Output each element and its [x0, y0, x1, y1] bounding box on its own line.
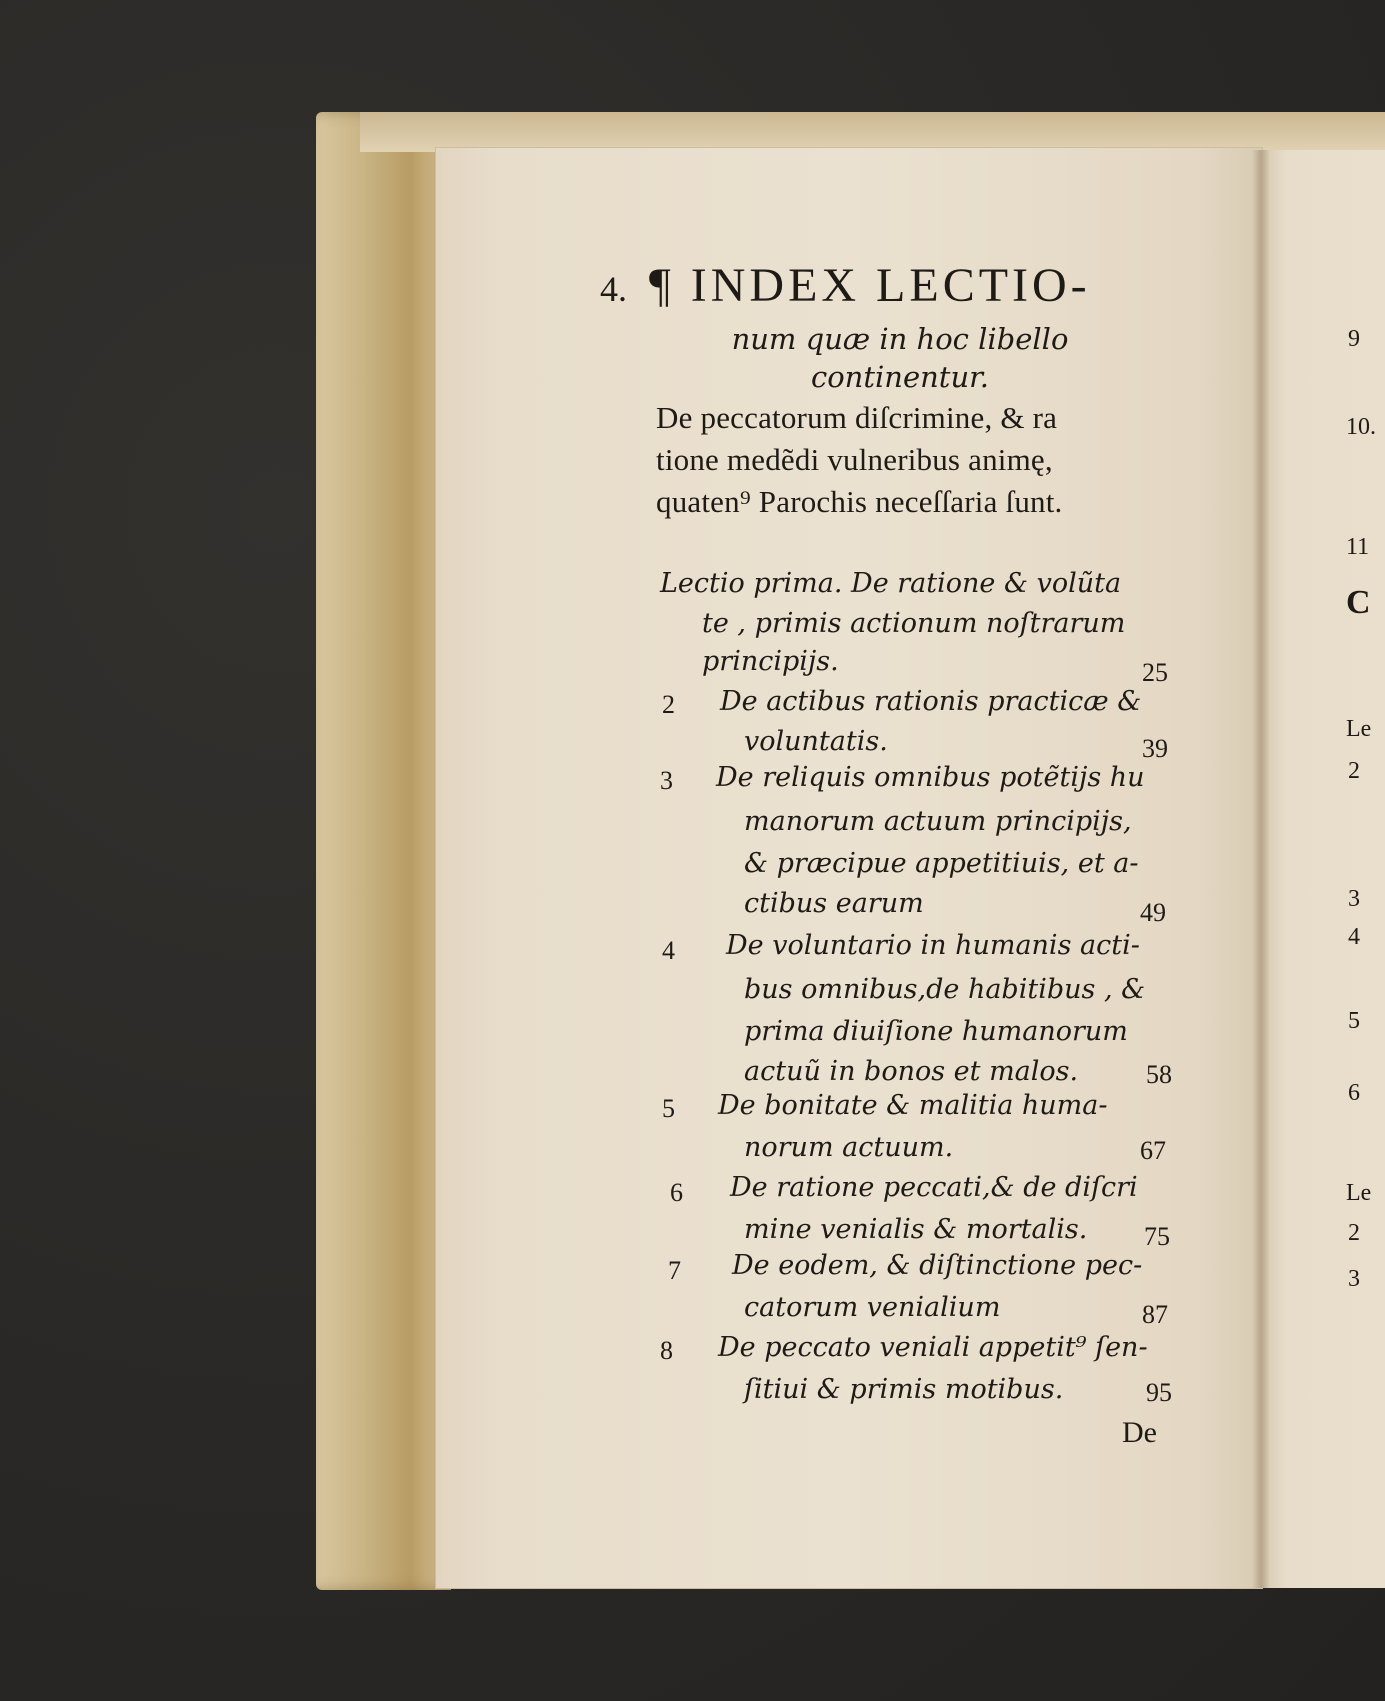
entry-1-line-3: principijs. [702, 646, 839, 677]
entry-2-line-1: De actibus rationis practicæ & [720, 686, 1142, 717]
entry-7-line-1: De eodem, & diſtinctione pec- [732, 1250, 1143, 1281]
entry-4-line-1: De voluntario in humanis acti- [726, 930, 1140, 961]
book-cover-flap [316, 112, 451, 1590]
entry-4-line-4: actuũ in bonos et malos. [744, 1056, 1079, 1087]
entry-5-line-2: norum actuum. [744, 1132, 954, 1163]
subtitle-line-2: continentur. [810, 360, 990, 394]
right-page [1262, 150, 1385, 1588]
entry-8-line-2: ſitiui & primis motibus. [744, 1374, 1064, 1405]
right-fragment-8: 4 [1348, 924, 1360, 950]
right-fragment-7: 3 [1348, 886, 1360, 912]
entry-3-line-3: & præcipue appetitiuis, et a- [744, 848, 1139, 879]
right-fragment-13: 3 [1348, 1266, 1360, 1292]
index-title: ¶ INDEX LECTIO- [649, 259, 1091, 312]
entry-1-line-1: Lectio prima. De ratione & volũta [660, 568, 1122, 599]
entry-7-page: 87 [1142, 1300, 1168, 1329]
entry-3-page: 49 [1140, 898, 1166, 927]
entry-2-number: 2 [662, 690, 675, 719]
catchword: De [1122, 1416, 1157, 1449]
entry-5-page: 67 [1140, 1136, 1166, 1165]
entry-8-line-1: De peccato veniali appetit⁹ ſen- [718, 1332, 1148, 1363]
entry-1-page: 25 [1142, 658, 1168, 687]
entry-8-page: 95 [1146, 1378, 1172, 1407]
entry-8-number: 8 [660, 1336, 673, 1365]
right-fragment-12: 2 [1348, 1220, 1360, 1246]
intro-line-3: quaten⁹ Parochis neceſſaria ſunt. [656, 484, 1063, 519]
right-fragment-10: 6 [1348, 1080, 1360, 1106]
entry-3-line-1: De reliquis omnibus potẽtijs hu [716, 762, 1145, 793]
folio-number: 4. [600, 269, 627, 309]
entry-4-number: 4 [662, 936, 675, 965]
entry-6-line-1: De ratione peccati,& de diſcri [730, 1172, 1138, 1203]
entry-4-page: 58 [1146, 1060, 1172, 1089]
entry-7-number: 7 [668, 1256, 681, 1285]
entry-6-page: 75 [1144, 1222, 1170, 1251]
right-fragment-1: 9 [1348, 326, 1360, 352]
right-fragment-5: Le [1346, 716, 1372, 742]
subtitle-line-1: num quæ in hoc libello [731, 322, 1069, 356]
intro-line-2: tione medẽdi vulneribus animę, [656, 442, 1053, 477]
entry-2-page: 39 [1142, 734, 1168, 763]
page-header [600, 258, 1200, 313]
right-fragment-9: 5 [1348, 1008, 1360, 1034]
intro-line-1: De peccatorum diſcrimine, & ra [656, 400, 1058, 435]
entry-2-line-2: voluntatis. [744, 726, 888, 757]
right-fragment-3: 11 [1346, 534, 1370, 560]
entry-4-line-3: prima diuiſione humanorum [744, 1016, 1128, 1047]
entry-5-number: 5 [662, 1094, 675, 1123]
entry-6-number: 6 [670, 1178, 683, 1207]
right-fragment-2: 10. [1346, 414, 1376, 440]
right-fragment-11: Le [1346, 1180, 1372, 1206]
book-cover-top-edge [360, 112, 1385, 152]
right-fragment-4: C [1346, 584, 1371, 621]
right-fragment-6: 2 [1348, 758, 1360, 784]
entry-3-line-2: manorum actuum principijs, [744, 806, 1132, 837]
entry-1-line-2: te , primis actionum noſtrarum [702, 608, 1126, 639]
entry-4-line-2: bus omnibus,de habitibus , & [744, 974, 1146, 1005]
entry-6-line-2: mine venialis & mortalis. [744, 1214, 1088, 1245]
entry-3-line-4: ctibus earum [744, 888, 924, 919]
entry-5-line-1: De bonitate & malitia huma- [718, 1090, 1108, 1121]
book-gutter [1252, 150, 1270, 1588]
entry-7-line-2: catorum venialium [744, 1292, 1001, 1323]
entry-3-number: 3 [660, 766, 673, 795]
